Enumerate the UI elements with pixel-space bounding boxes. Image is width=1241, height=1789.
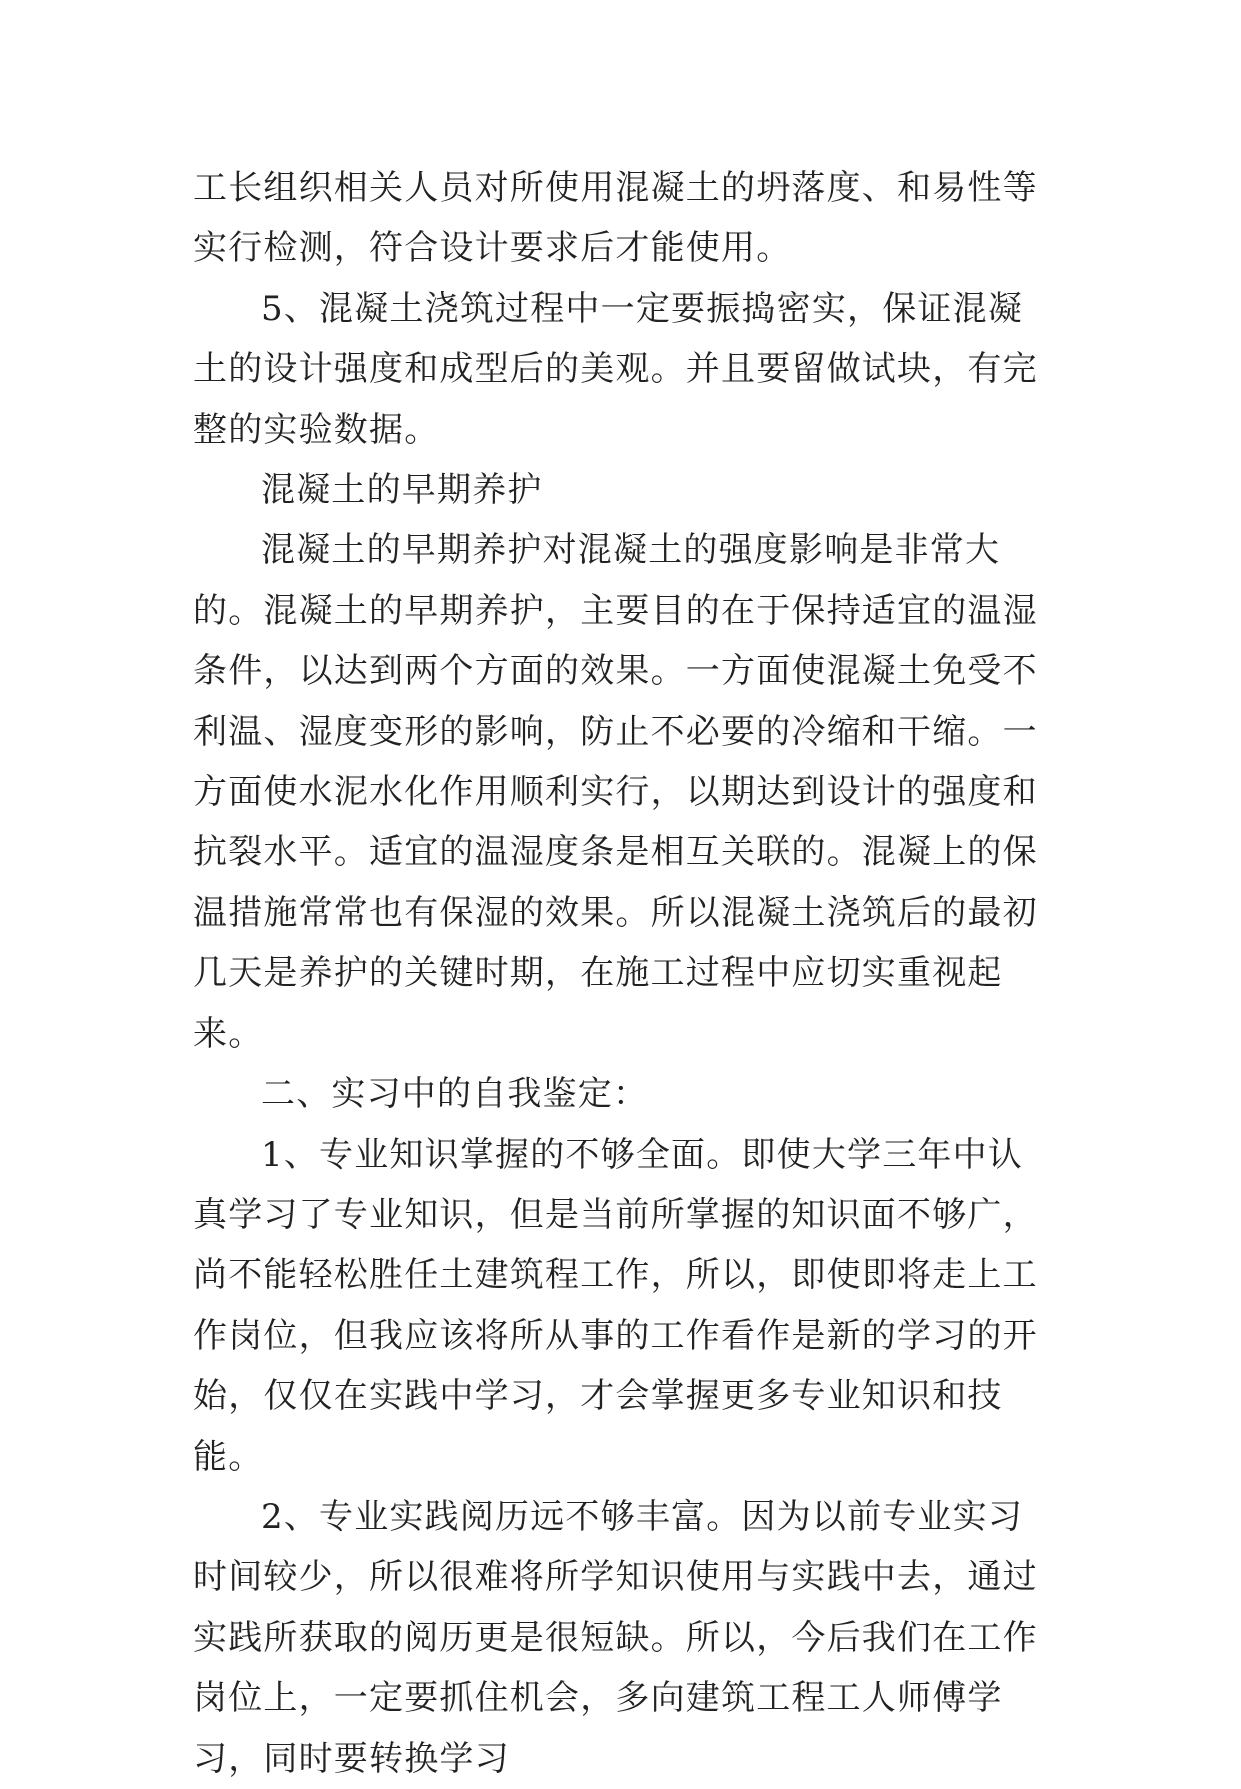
section-heading-self-assessment: 二、实习中的自我鉴定： [261,1074,649,1115]
paragraph-item-1-knowledge: 1、专业知识掌握的不够全面。即使大学三年中认真学习了专业知识，但是当前所掌握的知识面不够广，尚不能轻松胜任土建筑程工作，所以，即使即将走上工作岗位，但我应该将所从事的工作看作是新的学习的开始，仅仅在实践中学习，才会掌握更多专业知识和技能。 [193,1134,1038,1477]
paragraph-concrete-inspection: 工长组织相关人员对所使用混凝土的坍落度、和易性等实行检测，符合设计要求后才能使用。 [193,168,1038,269]
paragraph-item-2-experience: 2、专业实践阅历远不够丰富。因为以前专业实习时间较少，所以很难将所学知识使用与实践中去，通过实践所获取的阅历更是很短缺。所以，今后我们在工作岗位上，一定要抓住机会，多向建筑工程工人师傅学习，同时要转换学习 [193,1496,1038,1779]
document-body [193,158,1053,1789]
paragraph-item-5-pouring: 5、混凝土浇筑过程中一定要振捣密实，保证混凝土的设计强度和成型后的美观。并且要留做试块，有完整的实验数据。 [193,288,1038,450]
section-heading-early-curing: 混凝土的早期养护 [261,470,543,511]
paragraph-early-curing: 混凝土的早期养护对混凝土的强度影响是非常大的。混凝土的早期养护，主要目的在于保持适宜的温湿条件，以达到两个方面的效果。一方面使混凝土免受不利温、湿度变形的影响，防止不必要的冷缩和干缩。一方面使水泥水化作用顺利实行，以期达到设计的强度和抗裂水平。适宜的温湿度条是相互关联的。混凝上的保温措施常常也有保湿的效果。所以混凝土浇筑后的最初几天是养护的关键时期，在施工过程中应切实重视起来。 [193,530,1038,1054]
